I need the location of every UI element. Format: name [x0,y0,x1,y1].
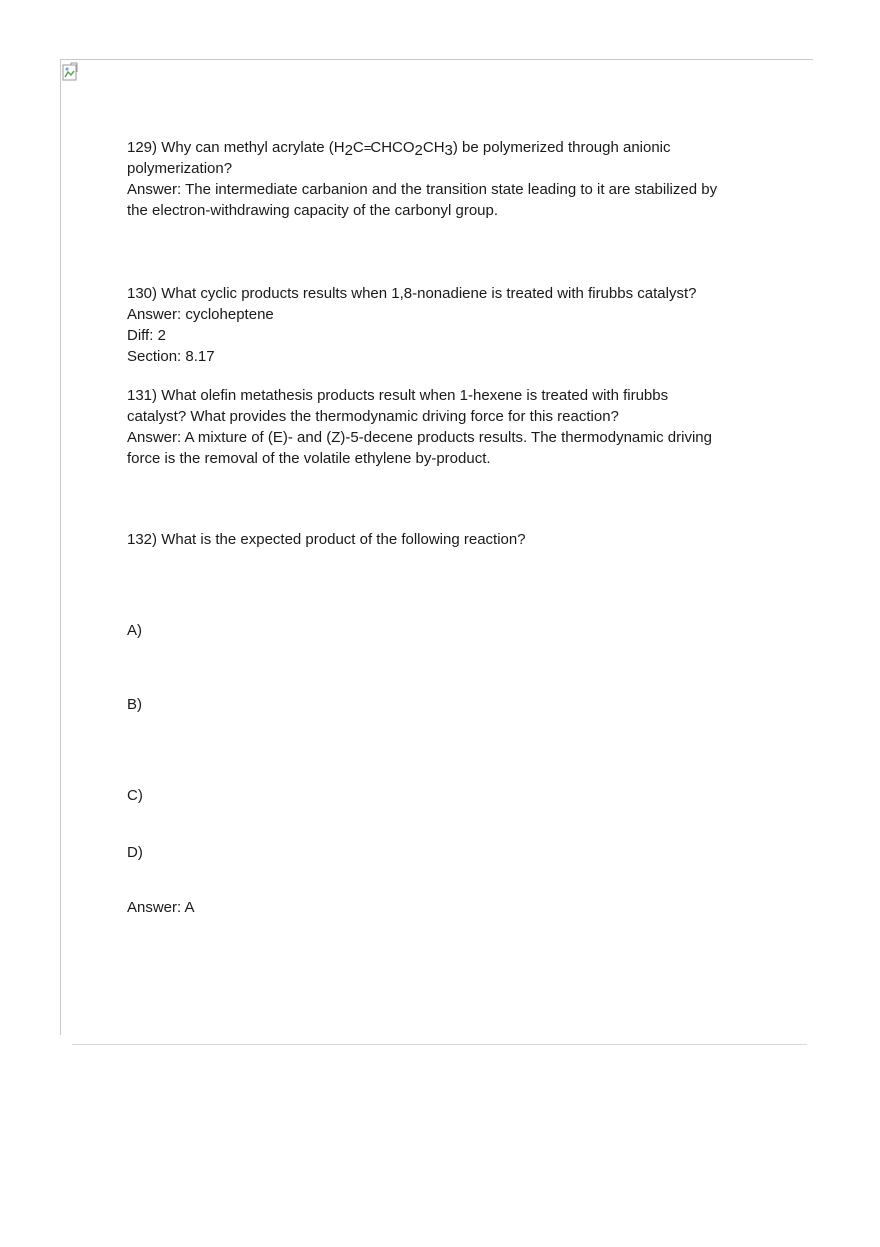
question-132-text: 132) What is the expected product of the following reaction? [127,531,526,548]
answer-129-line-2: the electron-withdrawing capacity of the carbonyl group. [127,202,499,219]
option-b-label: B) [127,696,142,713]
answer-132 [127,897,757,918]
option-c [127,785,757,806]
answer-130: Answer: cycloheptene [127,306,274,323]
question-129-line-1: 129) Why can methyl acrylate (H2C=CHCO2CH3) be polymerized through anionic [127,139,671,159]
question-131-line-1: 131) What olefin metathesis products result when 1-hexene is treated with firubbs [127,387,669,404]
option-a [127,620,757,641]
answer-129-line-1: Answer: The intermediate carbanion and the transition state leading to it are stabilized by [127,181,718,198]
option-c-label: C) [127,787,143,804]
option-d-label: D) [127,844,143,861]
question-129 [127,137,757,221]
section-130: Section: 8.17 [127,348,215,365]
question-131 [127,385,757,469]
answer-131-line-2: force is the removal of the volatile ethylene by-product. [127,450,491,467]
question-129-line-2: polymerization? [127,160,233,177]
bottom-divider [72,1044,807,1045]
option-b [127,694,757,715]
question-132 [127,529,757,550]
question-130 [127,283,757,367]
option-a-label: A) [127,622,142,639]
question-130-text: 130) What cyclic products results when 1,8-nonadiene is treated with firubbs catalyst? [127,285,697,302]
broken-image-icon [62,62,82,82]
difficulty-130: Diff: 2 [127,327,166,344]
answer-132-text: Answer: A [127,899,195,916]
answer-131-line-1: Answer: A mixture of (E)- and (Z)-5-decene products results. The thermodynamic driving [127,429,712,446]
question-131-line-2: catalyst? What provides the thermodynamic driving force for this reaction? [127,408,619,425]
option-d [127,842,757,863]
